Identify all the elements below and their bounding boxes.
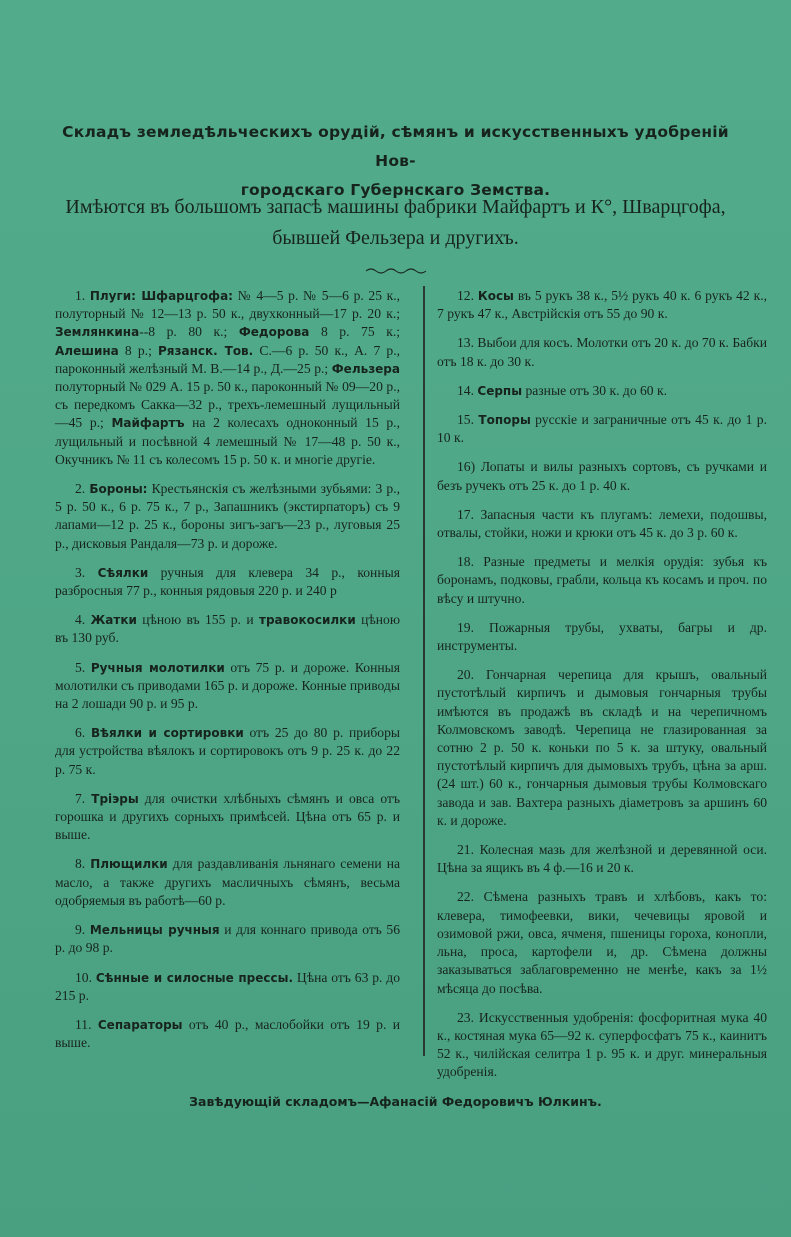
item-text: 3. — [75, 564, 98, 580]
item-product-name: Ручныя молотилки — [90, 660, 225, 675]
item-product-name: Алешина — [55, 343, 119, 358]
item-text: цѣною въ 155 р. и — [136, 612, 259, 628]
price-list-item — [55, 659, 400, 714]
item-text: 10. — [75, 969, 96, 985]
manager-signature: Завѣдующій складомъ—Афанасій Федоровичъ Юлкинъ. — [189, 1094, 602, 1109]
price-list-item — [55, 969, 400, 1005]
price-list-item — [55, 724, 400, 779]
item-text: ручныя для клевера 34 р., конныя разбросныя 77 р., конныя рядовыя 220 р. и 240 р — [55, 564, 400, 599]
price-list-item — [437, 619, 767, 655]
item-text: 4. — [75, 612, 91, 628]
item-text: --8 р. 80 к.; — [139, 324, 239, 340]
price-list-item — [55, 611, 400, 647]
subheading-line-1: Имѣются въ большомъ запасѣ машины фабрики Майфартъ и К°, Шварцгофа, — [65, 196, 726, 218]
item-text: отъ 75 р. и дороже. Конныя молотилки съ приводами 165 р. и дороже. Конные приводы на 2 лошади 90 р. и 95 р. — [55, 659, 401, 712]
price-list-item — [437, 411, 767, 447]
item-text: 1. — [75, 288, 90, 303]
item-text: полуторный № 029 А. 15 р. 50 к., пароконный № 09—20 р., съ передкомъ Сакка—32 р., трехъ-лемешный лущильный—45 р.; — [55, 379, 400, 431]
item-text: 13. Выбои для косъ. Молотки отъ 20 к. до 70 к. Бабки отъ 18 к. до 30 к. — [437, 335, 767, 369]
item-product-name: Косы — [477, 289, 514, 303]
item-text: 14. — [457, 382, 478, 398]
price-list-item — [437, 553, 767, 608]
item-product-name: Серпы — [477, 383, 523, 398]
price-list-item — [437, 382, 767, 400]
price-list-item — [437, 287, 767, 323]
item-text: Крестьянскія съ желѣзными зубьями: 3 р., 5 р. 50 к., 6 р. 75 к., 7 р., Запашникъ (экстирпаторъ) съ 9 лапами—12 р. 25 к., бороны зигъ-загъ—23 р., луговыя 25 р., дисковыя Рандаля—73 р. и дороже. — [55, 481, 400, 551]
price-list-item — [437, 1009, 767, 1082]
price-list-item — [437, 334, 767, 370]
price-list-item — [55, 480, 400, 553]
price-list-item — [55, 564, 400, 600]
item-text: 17. Запасныя части къ плугамъ: лемехи, подошвы, отвалы, стойки, ножи и крюки отъ 45 к. до 3 р. 60 к. — [437, 506, 767, 541]
price-list-item — [437, 458, 767, 494]
item-text: С.—6 р. 50 к., А. 7 р., пароконный желѣзный М. В.—14 р., Д.—25 р.; — [55, 342, 400, 376]
item-text: 21. Колесная мазь для желѣзной и деревянной оси. Цѣна за ящикъ въ 4 ф.—16 и 20 к. — [437, 842, 767, 876]
item-text: 12. — [457, 288, 478, 303]
item-text: русскіе и заграничные отъ 45 к. до 1 р. 10 к. — [437, 412, 767, 446]
item-product-name: Майфартъ — [111, 416, 185, 431]
item-text: 8 р. 75 к.; — [309, 324, 400, 340]
item-text: для раздавливанія льнянаго семени на масло, а также другихъ масличныхъ сѣмянъ, весьма одобряемыя въ работѣ—60 р. — [55, 856, 401, 908]
item-text: 11. — [75, 1016, 98, 1032]
heading-line-1: Складъ земледѣльческихъ орудій, сѣмянъ и искусственныхъ удобреній Нов- — [62, 123, 729, 170]
item-text: 22. Сѣмена разныхъ травъ и хлѣбовъ, какъ то: клевера, тимофеевки, вики, чечевицы яровой и озимовой ржи, овса, ячменя, пшеницы гороха, конопли, льна, проса, картофели и, др. Сѣмена должны заказываться заблаговременно не менѣе, какъ за 1½ мѣсяца до посѣва. — [437, 889, 767, 996]
item-text: въ 5 рукъ 38 к., 5½ рукъ 40 к. 6 рукъ 42 к., 7 рукъ 47 к., Австрійскія отъ 55 до 90 к. — [437, 288, 767, 322]
item-text: 8 р.; — [118, 342, 159, 358]
column-divider — [423, 286, 425, 1056]
price-list-item — [437, 888, 767, 997]
item-text: Цѣна отъ 63 р. до 215 р. — [55, 969, 401, 1003]
item-text: 19. Пожарныя трубы, ухваты, багры и др. инструменты. — [437, 619, 767, 654]
item-product-name: Федорова — [238, 325, 310, 340]
item-product-name: Топоры — [478, 413, 531, 428]
item-text: разные отъ 30 к. до 60 к. — [522, 382, 668, 398]
item-product-name: Рязанск. Тов. — [158, 343, 254, 358]
price-list-right-column — [437, 287, 767, 1093]
item-product-name: травокосилки — [259, 613, 356, 628]
item-product-name: Землянкина — [55, 325, 140, 340]
price-list-item — [437, 666, 767, 830]
price-list-item — [55, 287, 400, 469]
item-product-name: Тріэры — [91, 791, 139, 806]
heading-line-2: городскаго Губернскаго Земства. — [240, 181, 551, 199]
item-product-name: Фельзера — [331, 361, 400, 376]
item-text: отъ 25 до 80 р. приборы для устройства вѣялокъ и сортировокъ отъ 9 р. 25 к. до 22 р. 75 к. — [55, 725, 401, 777]
item-text: цѣною въ 130 руб. — [55, 612, 400, 646]
price-list-item — [55, 921, 400, 957]
item-product-name: Бороны: — [89, 482, 148, 497]
item-product-name: Вѣялки и сортировки — [90, 726, 244, 741]
item-text: для очистки хлѣбныхъ сѣмянъ и овса отъ горошка и другихъ сорныхъ примѣсей. Цѣна отъ 65 р. и выше. — [55, 790, 401, 843]
item-product-name: Сѣнные и силосные прессы. — [95, 970, 294, 985]
price-list-item — [437, 506, 767, 542]
item-text: 7. — [75, 790, 92, 806]
price-list-item — [55, 790, 400, 845]
item-product-name: Плющилки — [90, 857, 168, 872]
item-product-name: Плуги: Шфарцгофа: — [89, 289, 233, 303]
item-text: на 2 колесахъ одноконный 15 р., лущильный и посѣвной 4 лемешный № 17—48 р. 50 к., Окучникъ № 11 съ колесомъ 15 р. 50 к. и многіе другіе. — [55, 415, 400, 467]
item-text: № 4—5 р. № 5—6 р. 25 к., полуторный № 12—13 р. 50 к., двухконный—17 р. 20 к.; — [55, 288, 401, 322]
item-text: 23. Искусственныя удобренія: фосфоритная мука 40 к., костяная мука 65—92 к. суперфосфатъ 75 к., каинитъ 52 к., чилійская селитра 1 р. 95 к. и друг. минеральныя удобренія. — [437, 1009, 767, 1080]
subheading-line-2: бывшей Фельзера и другихъ. — [272, 227, 519, 249]
price-list-item — [437, 841, 767, 877]
item-text: 8. — [75, 856, 91, 872]
item-text: 20. Гончарная черепица для крышъ, овальный пустотѣлый кирпичъ и дымовыя гончарныя трубы имѣются въ продажѣ въ складѣ и на черепичномъ Колмовскомъ заводѣ. Черепица не глазированная за сотню 2 р. 50 к. коньки по 5 к. за штуку, овальный пустотѣлый кирпичъ для дымовыхъ трубъ, цѣна за арш. (24 шт.) 60 к., гончарныя дымовыя трубы Колмовскаго завода и зав. Вахтера разныхъ діаметровъ за аршинъ 60 к. и дороже. — [437, 667, 767, 828]
machines-subheading — [50, 192, 741, 254]
item-text: и для коннаго привода отъ 56 р. до 98 р. — [55, 922, 401, 956]
item-text: 15. — [457, 412, 479, 428]
item-text: отъ 40 р., маслобойки отъ 19 р. и выше. — [55, 1016, 401, 1051]
item-text: 16) Лопаты и вилы разныхъ сортовъ, съ ручками и безъ ручекъ отъ 25 к. до 1 р. 40 к. — [437, 459, 767, 493]
price-list-left-column — [55, 287, 400, 1063]
price-list-item — [55, 1016, 400, 1052]
price-list-item — [55, 855, 400, 910]
item-product-name: Сепараторы — [97, 1017, 183, 1032]
item-product-name: Сѣялки — [97, 565, 149, 580]
item-text: 9. — [75, 922, 90, 938]
item-product-name: Мельницы ручныя — [89, 923, 220, 938]
item-text: 18. Разные предметы и мелкія орудія: зубья къ боронамъ, подковы, грабли, кольца къ косамъ и проч. по вѣсу и штучно. — [437, 554, 767, 606]
item-text: 6. — [75, 725, 91, 741]
item-text: 5. — [75, 659, 91, 675]
item-text: 2. — [75, 481, 90, 497]
item-product-name: Жатки — [90, 613, 137, 628]
decorative-divider — [365, 265, 427, 275]
